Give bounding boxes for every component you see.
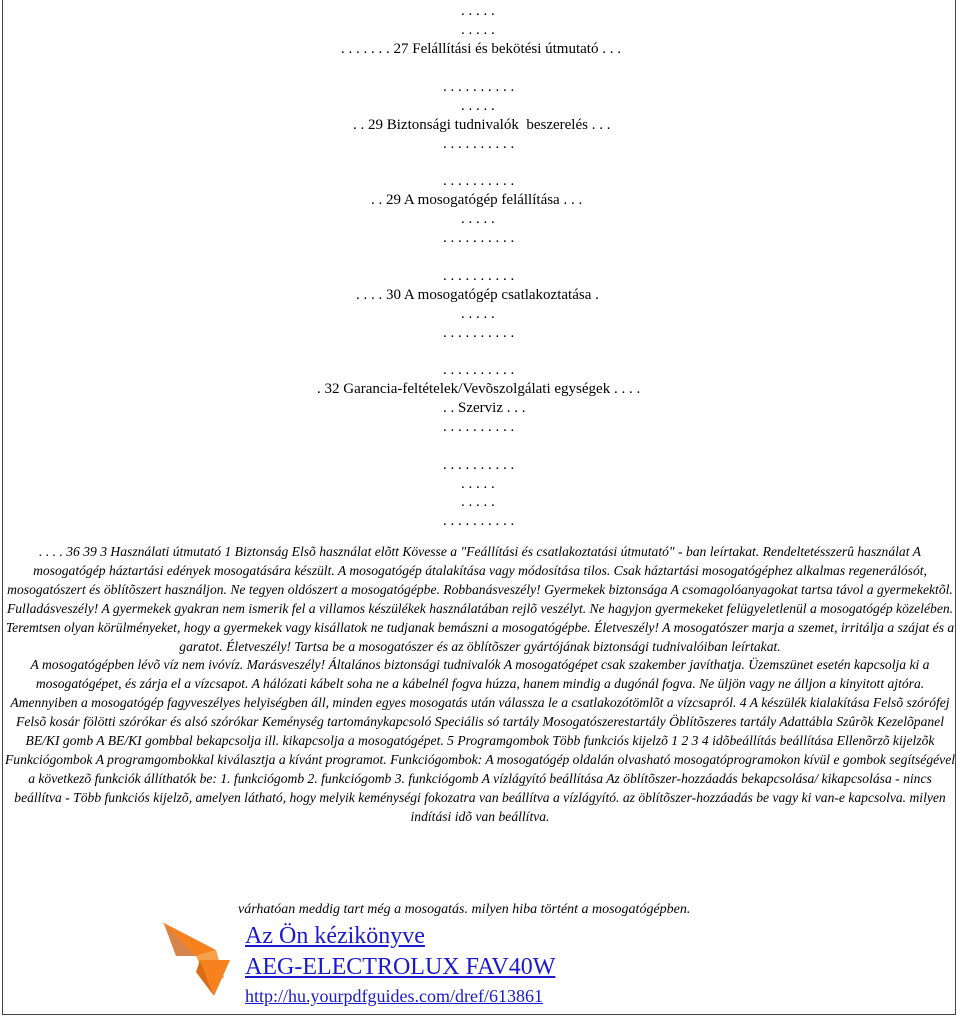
toc-line: . . . . . . . . . . [443,79,515,95]
orange-arrow-icon [156,912,242,998]
toc-line: . . Szerviz . . . [443,400,526,416]
product-name-link[interactable]: AEG-ELECTROLUX FAV40W [245,954,556,980]
toc-line: . . . . . [461,211,495,227]
toc-line: . 32 Garancia-feltételek/Vevõszolgálati egységek . . . . [317,381,641,397]
toc-line: . . 29 A mosogatógép felállítása . . . [371,192,583,208]
toc-line: . . . . . [461,306,495,322]
paragraph-appliance-description: Amennyiben a mosogatógép fagyveszélyes helyiségben áll, minden egyes mosogatás után válassza le a csatlakozótömlõt a vízcsapról. 4 A készülék kialakítása Felsõ szórófej Felsõ kosár fölötti szórókar és alsó szórókar Keménység tartománykapcsoló Speciális só tartály Mosogatószerestartály Öblítõszeres tartály Adattábla Szûrõk Kezelõpanel BE/KI gomb A BE/KI gombbal bekapcsolja ill. kikapcsolja a mosogatógépet. 5 Programgombok Több funkciós kijelzõ 1 2 3 4 idõbeállítás beállítása Ellenõrzõ kijelzõk Funkciógombok A programgombokkal kiválasztja a kívánt programot. Funkciógombok: A mosogatógép oldalán olvasható mosogatóprogramokon kívül e gombok segítségével a következõ funkciók állíthatók be: 1. funkciógomb 2. funkciógomb 3. funkciógomb A vízlágyító beállítása Az öblítõszer-hozzáadás bekapcsolása/ kikapcsolása - nincs beállítva - Több funkciós kijelzõ, amelyen látható, hogy melyik keménységi fokozatra van beállítva a vízlágyító. az öblítõszer-hozzáadás be vagy ki van-e kapcsolva. milyen indítási idõ van beállítva. [4,695,956,824]
toc-line: . . . . . . . . . . [443,173,515,189]
toc-line: . . . . . . . . . . [443,325,515,341]
toc-line: . . 29 Biztonsági tudnivalók beszerelés . . . [353,117,611,133]
toc-line: . . . . . . . 27 Felállítási és bekötési útmutató . . . [341,41,621,57]
manual-title-link[interactable]: Az Ön kézikönyve [245,923,425,949]
toc-line: . . . . . [461,22,495,38]
toc-line: . . . . . . . . . . [443,457,515,473]
toc-line: . . . . 30 A mosogatógép csatlakoztatása . [356,287,599,303]
paragraph-general-safety: A mosogatógépben lévõ víz nem ivóvíz. Marásveszély! Általános biztonsági tudnivalók A mosogatógépet csak szakember javíthatja. Üzemszünet esetén kapcsolja ki a mosogatógépet, és zárja el a vízcsapot. A hálózati kábelt soha ne a kábelnél fogva húzza, hanem mindig a dugónál fogva. Ne üljön vagy ne álljon a kinyitott ajtóra. [30,657,930,692]
paragraph-safety-intro: . . . . 36 39 3 Használati útmutató 1 Biztonság Elsõ használat elõtt Kövesse a "Feállítási és csatlakoztatási útmutató" - ban leírtakat. Rendeltetésszerû használat A mosogatógép háztartási edények mosogatására készült. A mosogatógép átalakítása vagy módosítása tilos. Csak háztartási mosogatógéphez alkalmas regenerálósót, mosogatószert és öblítõszert használjon. Ne tegyen oldószert a mosogatógépbe. Robbanásveszély! Gyermekek biztonsága A csomagolóanyagokat tartsa távol a gyermekektõl. [7,544,953,597]
toc-line: . . . . . . . . . . [443,230,515,246]
footer-note: várhatóan meddig tart még a mosogatás. milyen hiba történt a mosogatógépben. [238,902,691,917]
toc-line: . . . . . . . . . . [443,136,515,152]
toc-line: . . . . . [461,98,495,114]
manual-url-link[interactable]: http://hu.yourpdfguides.com/dref/613861 [245,986,543,1006]
toc-line: . . . . . [461,476,495,492]
manual-links [245,921,555,1009]
toc-line: . . . . . . . . . . [443,419,515,435]
toc-line: . . . . . . . . . . [443,513,515,529]
toc-line: . . . . . [461,3,495,19]
toc-line: . . . . . . . . . . [443,268,515,284]
paragraph-child-safety: Fulladásveszély! A gyermekek gyakran nem ismerik fel a villamos készülékek használatában rejlõ veszélyt. Ne hagyjon gyermekeket felügyeletlenül a mosogatógép közelében. Teremtsen olyan körülményeket, hogy a gyermekek vagy kisállatok ne tudjanak bemászni a mosogatógépbe. Életveszély! A mosogatószer marja a szemet, irritálja a szájat és a garatot. Életveszély! Tartsa be a mosogatószer és az öblítõszer gyártójának biztonsági tudnivalóiban leírtakat. [5,600,955,654]
manual-body-text [0,543,960,827]
toc-line: . . . . . [461,494,495,510]
toc-line: . . . . . . . . . . [443,362,515,378]
